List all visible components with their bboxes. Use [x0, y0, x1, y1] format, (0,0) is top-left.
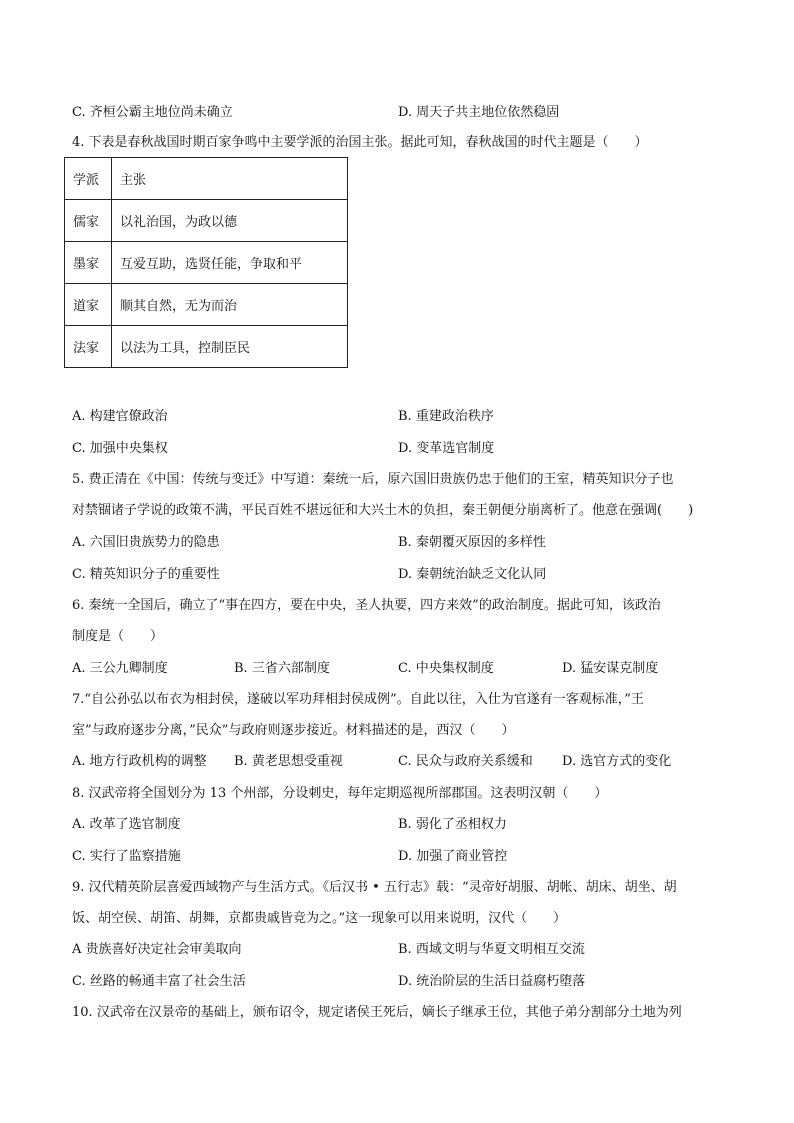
q5-option-b: B. 秦朝覆灭原因的多样性: [398, 535, 546, 550]
q6-option-b: B. 三省六部制度: [234, 661, 330, 676]
table-header-row: [65, 158, 348, 200]
q8-option-b: B. 弱化了丞相权力: [398, 817, 507, 832]
table-row: [65, 326, 348, 368]
q5-stem-line1: 5. 费正清在《中国：传统与变迁》中写道：秦统一后，原六国旧贵族仍忠于他们的王室，精英知识分子也: [72, 472, 674, 487]
q3-option-d: D. 周天子共主地位依然稳固: [398, 105, 560, 120]
q7-stem-line1: 7.“自公孙弘以布衣为相封侯，遂破以军功拜相封侯成例”。自此以往，入仕为官遂有一客观标准，”王: [72, 692, 644, 707]
q6-stem-line1: 6. 秦统一全国后，确立了“事在四方，要在中央，圣人执要，四方来效”的政治制度。据此可知，该政治: [72, 598, 661, 613]
table-cell: 互爱互助，选贤任能，争取和平: [112, 242, 348, 284]
q9-option-c: C. 丝路的畅通丰富了社会生活: [72, 974, 246, 989]
table-cell: 道家: [65, 284, 112, 326]
q8-option-d: D. 加强了商业管控: [398, 849, 508, 864]
table-cell: 以礼治国，为政以德: [112, 200, 348, 242]
q5-stem-line2: 对禁锢诸子学说的政策不满，平民百姓不堪远征和大兴土木的负担，秦王朝便分崩离析了。他意在强调( ): [72, 503, 694, 518]
q7-option-d: D. 选官方式的变化: [562, 754, 672, 769]
q9-option-b: B. 西域文明与华夏文明相互交流: [398, 942, 585, 957]
q3-option-c: C. 齐桓公霸主地位尚未确立: [72, 105, 233, 120]
q5-option-c: C. 精英知识分子的重要性: [72, 567, 220, 582]
q6-option-d: D. 猛安谋克制度: [562, 661, 659, 676]
q6-stem-line2: 制度是（ ）: [72, 629, 164, 644]
table-header-cell: 主张: [112, 158, 348, 200]
q9-option-d: D. 统治阶层的生活日益腐朽堕落: [398, 974, 586, 989]
q7-stem-line2: 室”与政府逐步分离，”民众”与政府则逐步接近。材料描述的是，西汉（ ）: [72, 723, 515, 738]
q4-stem: 4. 下表是春秋战国时期百家争鸣中主要学派的治国主张。据此可知，春秋战国的时代主题是（ ）: [72, 135, 648, 150]
school-table: [64, 157, 348, 368]
table-row: [65, 284, 348, 326]
q10-stem-line1: 10. 汉武帝在汉景帝的基础上，颁布诏令，规定诸侯王死后，嫡长子继承王位，其他子弟分割部分土地为列: [72, 1005, 682, 1020]
table-cell: 以法为工具，控制臣民: [112, 326, 348, 368]
q4-option-c: C. 加强中央集权: [72, 441, 168, 456]
q8-option-a: A. 改革了选官制度: [72, 817, 181, 832]
table-row: [65, 242, 348, 284]
q6-option-a: A. 三公九卿制度: [72, 661, 168, 676]
table-cell: 法家: [65, 326, 112, 368]
q4-option-b: B. 重建政治秩序: [398, 409, 494, 424]
q9-option-a: A 贵族喜好决定社会审美取向: [72, 942, 242, 957]
q7-option-c: C. 民众与政府关系缓和: [398, 754, 533, 769]
q4-option-a: A. 构建官僚政治: [72, 409, 168, 424]
q8-option-c: C. 实行了监察措施: [72, 849, 181, 864]
q7-option-a: A. 地方行政机构的调整: [72, 754, 207, 769]
table-header-cell: 学派: [65, 158, 112, 200]
table-cell: 儒家: [65, 200, 112, 242]
q8-stem: 8. 汉武帝将全国划分为 13 个州部，分设刺史，每年定期巡视所部郡国。这表明汉朝（ ）: [72, 786, 608, 801]
table-cell: 顺其自然，无为而治: [112, 284, 348, 326]
table-cell: 墨家: [65, 242, 112, 284]
q7-option-b: B. 黄老思想受重视: [234, 754, 343, 769]
q6-option-c: C. 中央集权制度: [398, 661, 494, 676]
table-row: [65, 200, 348, 242]
q5-option-d: D. 秦朝统治缺乏文化认同: [398, 567, 547, 582]
q4-option-d: D. 变革选官制度: [398, 441, 495, 456]
q9-stem-line1: 9. 汉代精英阶层喜爱西域物产与生活方式。《后汉书 • 五行志》载：“灵帝好胡服、胡帐、胡床、胡坐、胡: [72, 880, 677, 895]
q5-option-a: A. 六国旧贵族势力的隐患: [72, 535, 220, 550]
q9-stem-line2: 饭、胡空侯、胡笛、胡舞，京都贵戚皆竞为之。”这一现象可以用来说明，汉代（ ）: [72, 911, 567, 926]
